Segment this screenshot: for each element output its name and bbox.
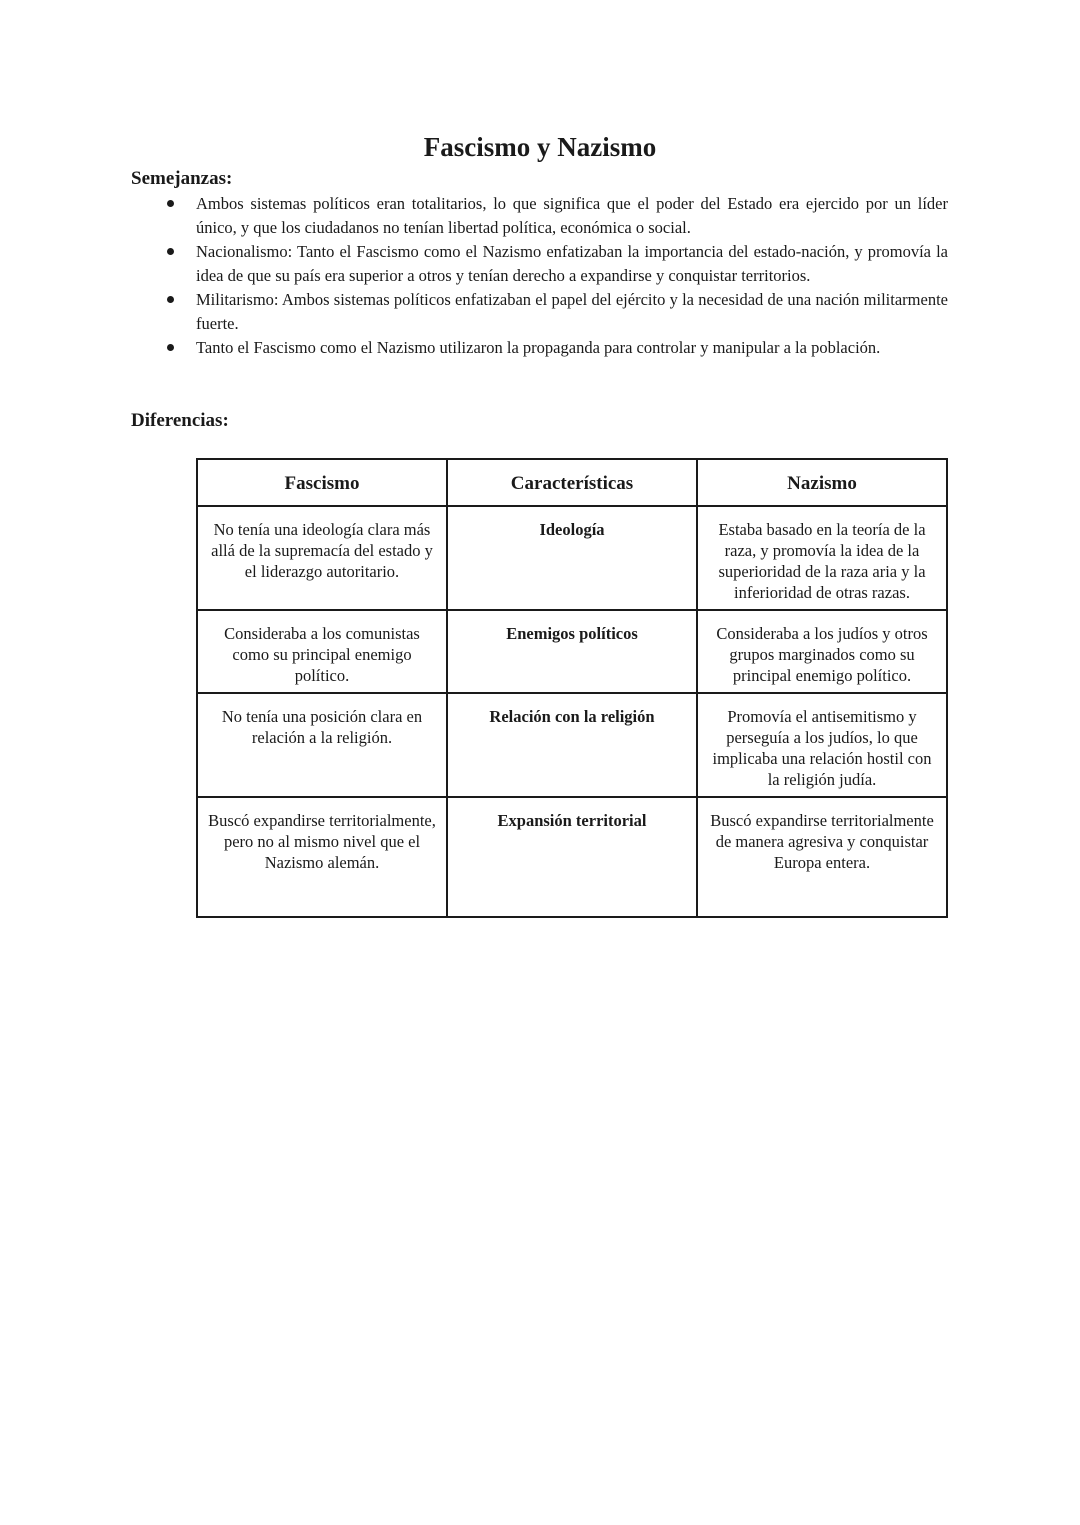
similarities-list: [131, 192, 948, 360]
similarity-item: [131, 240, 948, 288]
cell-fascismo: No tenía una ideología clara más allá de la supremacía del estado y el liderazgo autoritario.: [197, 506, 447, 610]
cell-fascismo: Consideraba a los comunistas como su principal enemigo político.: [197, 610, 447, 693]
bullet-dot-icon: [167, 344, 174, 351]
similarity-text: Ambos sistemas políticos eran totalitarios, lo que significa que el poder del Estado era ejercido por un líder único, y que los ciudadanos no tenían libertad política, económica o social.: [196, 194, 948, 237]
cell-fascismo: Buscó expandirse territorialmente, pero no al mismo nivel que el Nazismo alemán.: [197, 797, 447, 917]
column-header-caracteristicas: Características: [447, 459, 697, 506]
similarity-item: [131, 192, 948, 240]
cell-nazismo: Promovía el antisemitismo y perseguía a los judíos, lo que implicaba una relación hostil con la religión judía.: [697, 693, 947, 797]
similarity-text: Nacionalismo: Tanto el Fascismo como el Nazismo enfatizaban la importancia del estado-nación, y promovía la idea de que su país era superior a otros y tenían derecho a expandirse y conquistar territorios.: [196, 242, 948, 285]
column-header-fascismo: Fascismo: [197, 459, 447, 506]
cell-fascismo: No tenía una posición clara en relación a la religión.: [197, 693, 447, 797]
column-header-nazismo: Nazismo: [697, 459, 947, 506]
cell-caracteristica: Enemigos políticos: [447, 610, 697, 693]
table-row: [197, 693, 947, 797]
similarity-text: Militarismo: Ambos sistemas políticos enfatizaban el papel del ejército y la necesidad de una nación militarmente fuerte.: [196, 290, 948, 333]
similarity-text: Tanto el Fascismo como el Nazismo utilizaron la propaganda para controlar y manipular a la población.: [196, 338, 881, 357]
similarity-item: [131, 288, 948, 336]
cell-nazismo: Consideraba a los judíos y otros grupos marginados como su principal enemigo político.: [697, 610, 947, 693]
bullet-dot-icon: [167, 296, 174, 303]
cell-nazismo: Estaba basado en la teoría de la raza, y promovía la idea de la superioridad de la raza aria y la inferioridad de otras razas.: [697, 506, 947, 610]
cell-caracteristica: Ideología: [447, 506, 697, 610]
table-row: [197, 506, 947, 610]
document-title: Fascismo y Nazismo: [423, 132, 657, 162]
cell-nazismo: Buscó expandirse territorialmente de manera agresiva y conquistar Europa entera.: [697, 797, 947, 917]
similarities-heading: Semejanzas:: [131, 168, 233, 189]
differences-table: [196, 458, 948, 918]
bullet-dot-icon: [167, 248, 174, 255]
table-header-row: [197, 459, 947, 506]
differences-heading: Diferencias:: [131, 410, 229, 431]
cell-caracteristica: Expansión territorial: [447, 797, 697, 917]
table-row: [197, 797, 947, 917]
similarity-item: [131, 336, 948, 360]
table-row: [197, 610, 947, 693]
cell-caracteristica: Relación con la religión: [447, 693, 697, 797]
bullet-dot-icon: [167, 200, 174, 207]
